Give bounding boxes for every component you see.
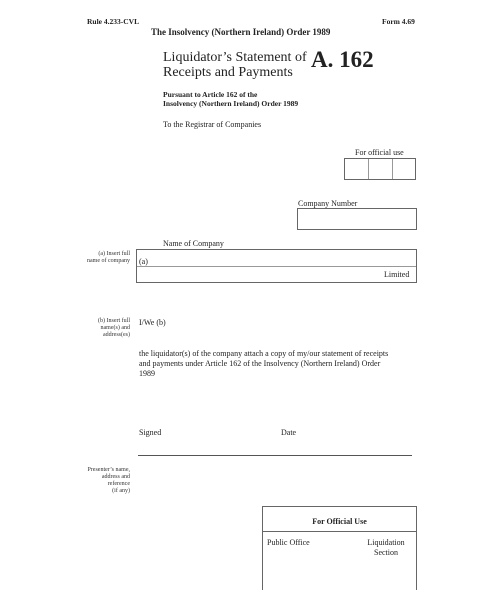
official-use-panel-title: For Official Use bbox=[312, 517, 367, 526]
liquidator-label: I/We (b) bbox=[139, 318, 166, 327]
company-name-note-line1: (a) Insert full bbox=[98, 251, 130, 257]
official-use-label: For official use bbox=[355, 148, 404, 157]
statement-line2: and payments under Article 162 of the Insolvency (Northern Ireland) Order bbox=[139, 359, 381, 368]
official-use-panel bbox=[262, 506, 417, 590]
registrar-address: To the Registrar of Companies bbox=[163, 120, 262, 129]
form-code: A. 162 bbox=[311, 47, 374, 72]
liquidation-section-label bbox=[358, 538, 414, 558]
pursuant-line1: Pursuant to Article 162 of the bbox=[163, 90, 258, 99]
official-use-boxes[interactable] bbox=[344, 158, 416, 180]
company-name-note-line2: name of company bbox=[87, 258, 130, 264]
liquidator-note-line2: name(s) and bbox=[100, 325, 130, 331]
form-title-line1: Liquidator’s Statement of bbox=[163, 50, 307, 65]
company-number-label: Company Number bbox=[298, 199, 358, 208]
presenter-note bbox=[60, 467, 130, 495]
company-suffix: Limited bbox=[384, 270, 410, 279]
date-label: Date bbox=[281, 428, 297, 437]
presenter-line3: reference bbox=[107, 481, 130, 487]
company-name-note bbox=[60, 251, 130, 265]
order-title: The Insolvency (Northern Ireland) Order 1989 bbox=[151, 27, 331, 37]
signature-line[interactable] bbox=[138, 455, 412, 456]
statement-text bbox=[139, 349, 388, 379]
liquidator-note bbox=[60, 318, 130, 339]
pursuant-line2: Insolvency (Northern Ireland) Order 1989 bbox=[163, 99, 299, 108]
company-name-marker: (a) bbox=[139, 257, 148, 266]
company-name-field[interactable] bbox=[136, 249, 417, 283]
statement-line1: the liquidator(s) of the company attach a copy of my/our statement of receipts bbox=[139, 349, 389, 358]
company-number-field[interactable] bbox=[297, 208, 417, 230]
liquidator-note-line3: address(es) bbox=[103, 332, 130, 338]
presenter-line1: Presenter’s name, bbox=[87, 467, 130, 473]
pursuant-text bbox=[163, 90, 298, 108]
company-name-label: Name of Company bbox=[163, 239, 224, 248]
rule-number: Rule 4.233-CVL bbox=[87, 17, 140, 26]
liquidation-section-line1: Liquidation bbox=[367, 538, 405, 547]
form-number: Form 4.69 bbox=[382, 17, 415, 26]
public-office-label: Public Office bbox=[267, 538, 310, 547]
statement-line3: 1989 bbox=[139, 369, 155, 378]
form-title bbox=[163, 50, 307, 80]
presenter-line2: address and bbox=[101, 474, 130, 480]
liquidation-section-line2: Section bbox=[374, 548, 398, 557]
form-title-line2: Receipts and Payments bbox=[163, 65, 293, 80]
signed-label: Signed bbox=[139, 428, 162, 437]
presenter-line4: (if any) bbox=[112, 488, 130, 494]
liquidator-note-line1: (b) Insert full bbox=[98, 318, 130, 324]
